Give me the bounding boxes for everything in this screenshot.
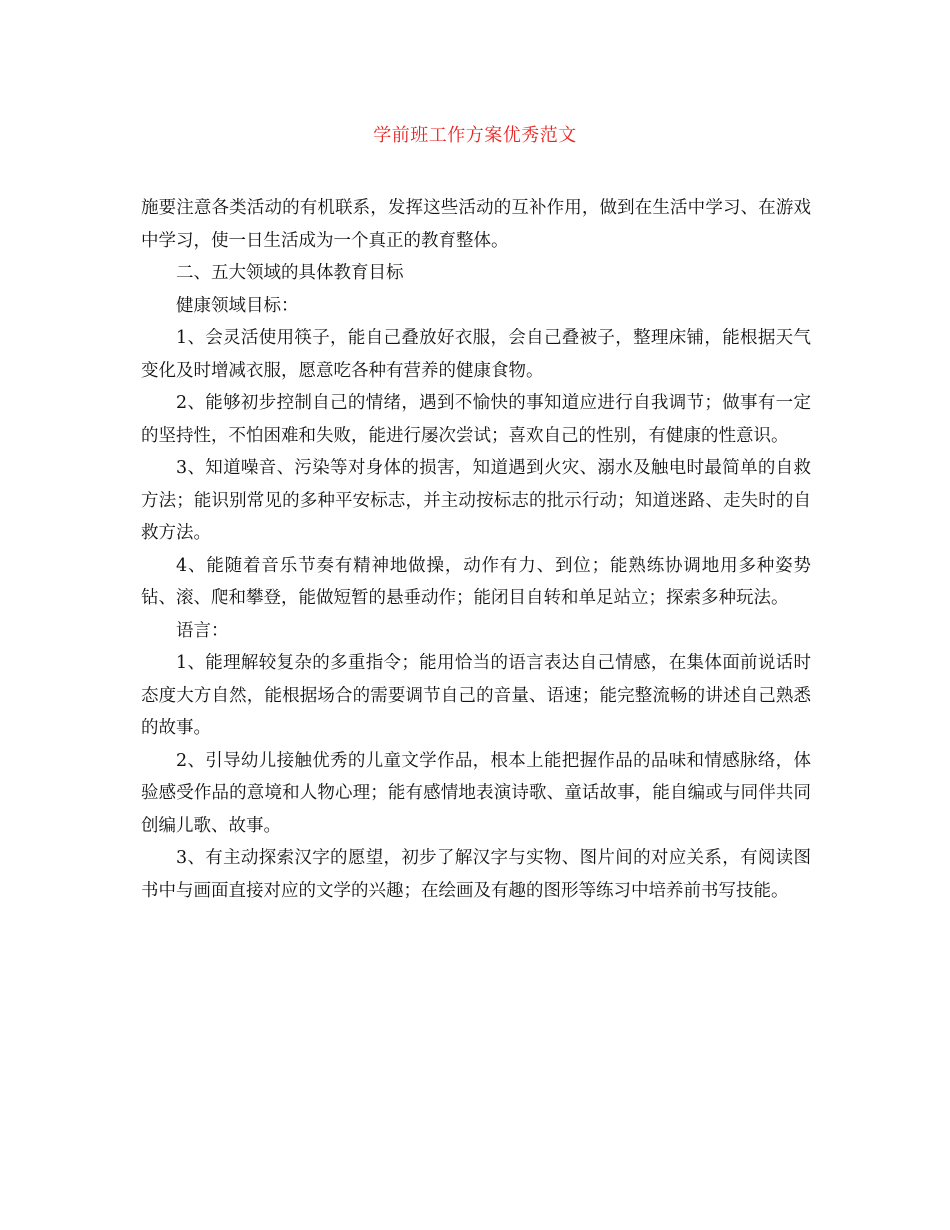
paragraph: 施要注意各类活动的有机联系，发挥这些活动的互补作用，做到在生活中学习、在游戏中学习，使一日生活成为一个真正的教育整体。 bbox=[141, 198, 811, 251]
paragraph: 4、能随着音乐节奏有精神地做操，动作有力、到位；能熟练协调地用多种姿势钻、滚、爬和攀登，能做短暂的悬垂动作；能闭目自转和单足站立；探索多种玩法。 bbox=[141, 555, 811, 608]
subsection-heading: 健康领域目标： bbox=[176, 295, 299, 316]
document-body bbox=[141, 192, 811, 907]
document-title: 学前班工作方案优秀范文 bbox=[373, 125, 577, 146]
paragraph: 2、引导幼儿接触优秀的儿童文学作品，根本上能把握作品的品味和情感脉络，体验感受作品的意境和人物心理；能有感情地表演诗歌、童话故事，能自编或与同伴共同创编儿歌、故事。 bbox=[141, 750, 811, 836]
paragraph: 1、能理解较复杂的多重指令；能用恰当的语言表达自己情感，在集体面前说话时态度大方自然，能根据场合的需要调节自己的音量、语速；能完整流畅的讲述自己熟悉的故事。 bbox=[141, 653, 811, 738]
paragraph: 3、有主动探索汉字的愿望，初步了解汉字与实物、图片间的对应关系，有阅读图书中与画面直接对应的文学的兴趣；在绘画及有趣的图形等练习中培养前书写技能。 bbox=[141, 848, 811, 901]
paragraph: 1、会灵活使用筷子，能自己叠放好衣服，会自己叠被子，整理床铺，能根据天气变化及时增减衣服，愿意吃各种有营养的健康食物。 bbox=[141, 328, 811, 381]
paragraph: 3、知道噪音、污染等对身体的损害，知道遇到火灾、溺水及触电时最简单的自救方法；能识别常见的多种平安标志，并主动按标志的批示行动；知道迷路、走失时的自救方法。 bbox=[141, 458, 811, 543]
subsection-heading: 语言： bbox=[176, 620, 229, 641]
section-heading: 二、五大领域的具体教育目标 bbox=[176, 263, 404, 283]
paragraph: 2、能够初步控制自己的情绪，遇到不愉快的事知道应进行自我调节；做事有一定的坚持性，不怕困难和失败，能进行屡次尝试；喜欢自己的性别，有健康的性意识。 bbox=[141, 393, 811, 446]
